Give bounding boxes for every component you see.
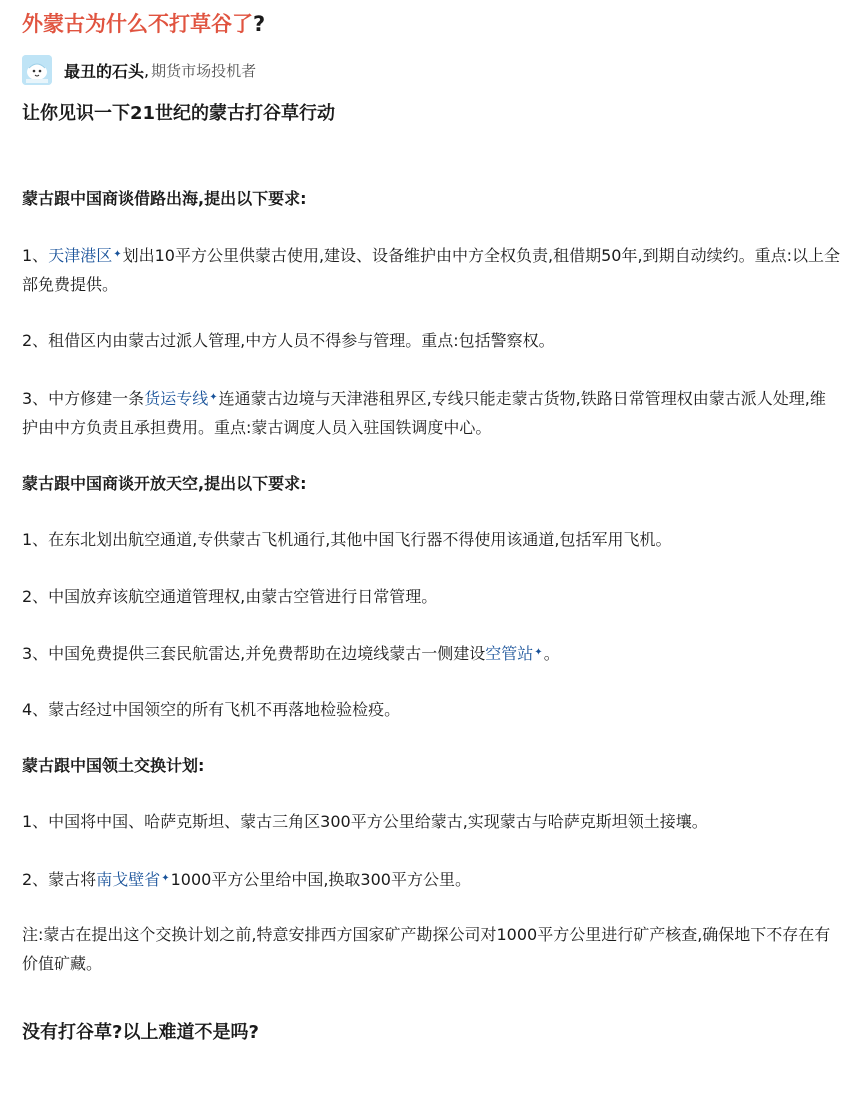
paragraph-s2-2: 2、中国放弃该航空通道管理权,由蒙古空管进行日常管理。 (22, 587, 438, 606)
question-title-text[interactable]: 外蒙古为什么不打草谷了 (22, 12, 253, 36)
author-separator: , (144, 60, 150, 80)
paragraph-s3-1: 1、中国将中国、哈萨克斯坦、蒙古三角区300平方公里给蒙古,实现蒙古与哈萨克斯坦领土接壤。 (22, 812, 708, 831)
paragraph-text: 1000平方公里给中国,换取300平方公里。 (170, 870, 471, 889)
question-title[interactable] (22, 9, 265, 39)
paragraph-text: 划出10平方公里供蒙古使用,建设、设备维护由中方全权负责,租借期50年,到期自动续约。重点:以上全部免费提供。 (22, 246, 840, 294)
avatar[interactable] (22, 55, 52, 85)
closing-remark: 没有打谷草?以上难道不是吗? (22, 1022, 259, 1043)
author-headline: 期货市场投机者 (151, 61, 257, 80)
paragraph-text: 3、中国免费提供三套民航雷达,并免费帮助在边境线蒙古一侧建设 (22, 644, 486, 663)
paragraph-text: 3、中方修建一条 (22, 389, 145, 408)
question-title-mark: ? (253, 12, 266, 36)
paragraph-s1-2: 2、租借区内由蒙古过派人管理,中方人员不得参与管理。重点:包括警察权。 (22, 331, 555, 350)
section-heading-open-skies: 蒙古跟中国商谈开放天空,提出以下要求: (22, 474, 307, 493)
paragraph-text: 连通蒙古边境与天津港租界区,专线只能走蒙古货物,铁路日常管理权由蒙古派人处理,维护由中方负责且承担费用。重点:蒙古调度人员入驻国铁调度中心。 (22, 389, 826, 437)
keyword-link-freight-line[interactable]: 货运专线 (144, 389, 209, 408)
paragraph-s2-1: 1、在东北划出航空通道,专供蒙古飞机通行,其他中国飞行器不得使用该通道,包括军用飞机。 (22, 530, 672, 549)
section-heading-territory-swap: 蒙古跟中国领土交换计划: (22, 756, 205, 775)
sparkle-icon: ✦ (161, 873, 170, 884)
author-name[interactable]: 最丑的石头 (64, 61, 145, 81)
keyword-link-south-gobi[interactable]: 南戈壁省 (96, 870, 161, 889)
paragraph-s2-4: 4、蒙古经过中国领空的所有飞机不再落地检验检疫。 (22, 700, 401, 719)
answer-lead: 让你见识一下21世纪的蒙古打谷草行动 (22, 103, 336, 124)
paragraph-text: 1、 (22, 246, 49, 265)
section-heading-sea-access: 蒙古跟中国商谈借路出海,提出以下要求: (22, 189, 307, 208)
cartoon-avatar-icon (22, 55, 52, 85)
paragraph-s3-2 (22, 864, 840, 894)
sparkle-icon: ✦ (534, 647, 543, 658)
paragraph-note: 注:蒙古在提出这个交换计划之前,特意安排西方国家矿产勘探公司对1000平方公里进行矿产核查,确保地下不存在有价值矿藏。 (22, 925, 831, 973)
sparkle-icon: ✦ (113, 249, 122, 260)
paragraph-s2-3 (22, 638, 840, 668)
paragraph-s1-1 (22, 240, 840, 299)
paragraph-text: 。 (543, 644, 560, 663)
paragraph-text: 2、蒙古将 (22, 870, 97, 889)
keyword-link-atc-station[interactable]: 空管站 (485, 644, 534, 663)
author-info (22, 55, 256, 85)
keyword-link-tianjin-port[interactable]: 天津港区 (48, 246, 113, 265)
paragraph-s1-3 (22, 383, 840, 442)
sparkle-icon: ✦ (209, 392, 218, 403)
